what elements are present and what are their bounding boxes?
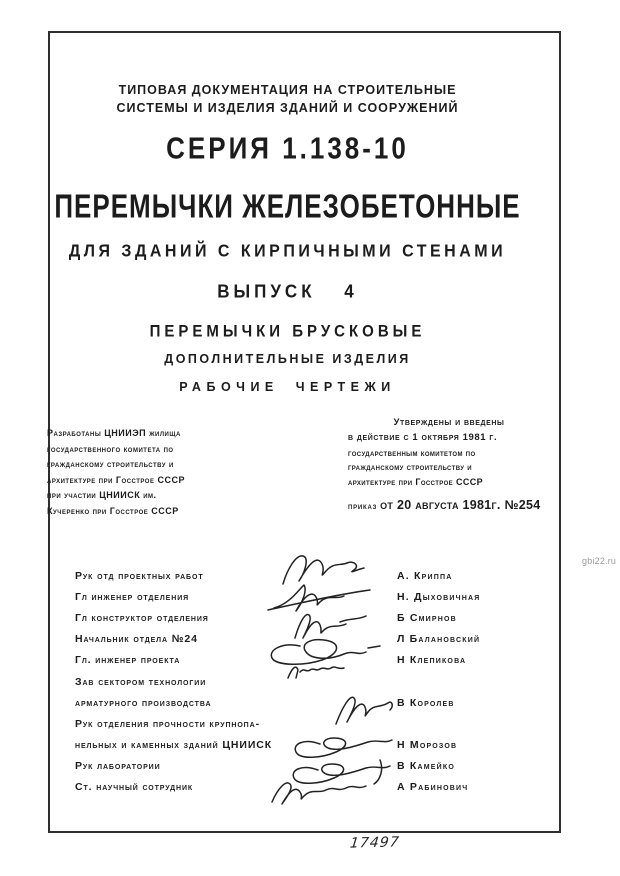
signatory-name: Н. Дыховичная [397,590,481,603]
developed-by-line: архитектуре при Госстрое СССР [47,474,185,485]
signatory-row [75,671,515,692]
order-value: от 20 августа 1981г. №254 [380,497,541,512]
doc-number: 17497 [349,834,401,852]
role-label: Ст. научный сотрудник [75,781,194,794]
watermark: gbi22.ru [582,556,617,566]
signatory-name: Л Балановский [397,633,481,646]
role-label: арматурного производства [75,696,212,709]
working-drawings-title: РАБОЧИЕ ЧЕРТЕЖИ [179,380,396,394]
signatory-row [75,777,515,798]
approved-line-bold-1: Утверждены и введены [393,417,505,428]
developed-by-line: гражданскому строительству и [47,459,174,469]
role-label: Гл инженер отделения [75,590,190,603]
approved-by-block [348,416,550,514]
role-label: Рук отделения прочности крупнопа- [75,717,260,730]
order-line [348,498,550,514]
signatory-row [75,692,515,713]
doc-type-line-1: ТИПОВАЯ ДОКУМЕНТАЦИЯ НА СТРОИТЕЛЬНЫЕ [118,83,457,97]
signatory-row [75,756,515,777]
approved-line: архитектуре при Госстрое СССР [348,477,484,488]
main-title: ПЕРЕМЫЧКИ ЖЕЛЕЗОБЕТОННЫЕ [54,186,521,226]
signatory-row [75,565,515,586]
approved-line: гражданскому строительству и [348,462,472,473]
order-label: приказ [348,500,378,511]
developed-by-line: Разработаны ЦНИИЭП жилища [47,428,181,438]
signatory-name: В Камейко [397,760,456,773]
developed-by-line: Кучеренко при Госстрое СССР [47,505,179,516]
issue-title: ВЫПУСК 4 [217,281,358,302]
role-label: Рук отд проектных работ [75,569,204,582]
signatory-name: В Королев [397,696,455,709]
role-label: Гл. инженер проекта [75,654,181,667]
role-label: Зав сектором технологии [75,675,207,688]
role-label: Гл конструктор отделения [75,611,209,624]
developed-by-line: при участии ЦНИИСК им. [47,490,157,500]
extra-products-title: ДОПОЛНИТЕЛЬНЫЕ ИЗДЕЛИЯ [164,352,411,366]
signatory-row [75,607,515,628]
role-label: Рук лаборатории [75,760,161,773]
signatory-row [75,713,515,734]
signatories-table [75,565,515,798]
signatory-name: Н Морозов [397,739,458,752]
role-label: Начальник отдела №24 [75,633,198,646]
signatory-name: А. Криппа [397,569,453,582]
signatory-name: Н Клепикова [397,654,467,667]
role-label: нельных и каменных зданий ЦНИИСК [75,739,273,752]
signatory-row [75,650,515,671]
approved-line: государственным комитетом по [348,447,476,458]
signatory-row [75,735,515,756]
approved-line-bold-2: в действие с 1 октября 1981 г. [348,431,498,443]
developed-by-block [47,426,242,519]
doc-type-line-2: СИСТЕМЫ И ИЗДЕЛИЯ ЗДАНИЙ И СООРУЖЕНИЙ [116,101,459,115]
subtitle: ДЛЯ ЗДАНИЙ С КИРПИЧНЫМИ СТЕНАМИ [68,241,507,261]
product-title: ПЕРЕМЫЧКИ БРУСКОВЫЕ [149,322,426,341]
signatory-name: А Рабинович [397,781,469,794]
signatory-row [75,629,515,650]
developed-by-line: государственного комитета по [47,443,174,454]
signatory-row [75,586,515,607]
series-title: СЕРИЯ 1.138-10 [166,130,409,166]
signatory-name: Б Смирнов [397,611,457,624]
